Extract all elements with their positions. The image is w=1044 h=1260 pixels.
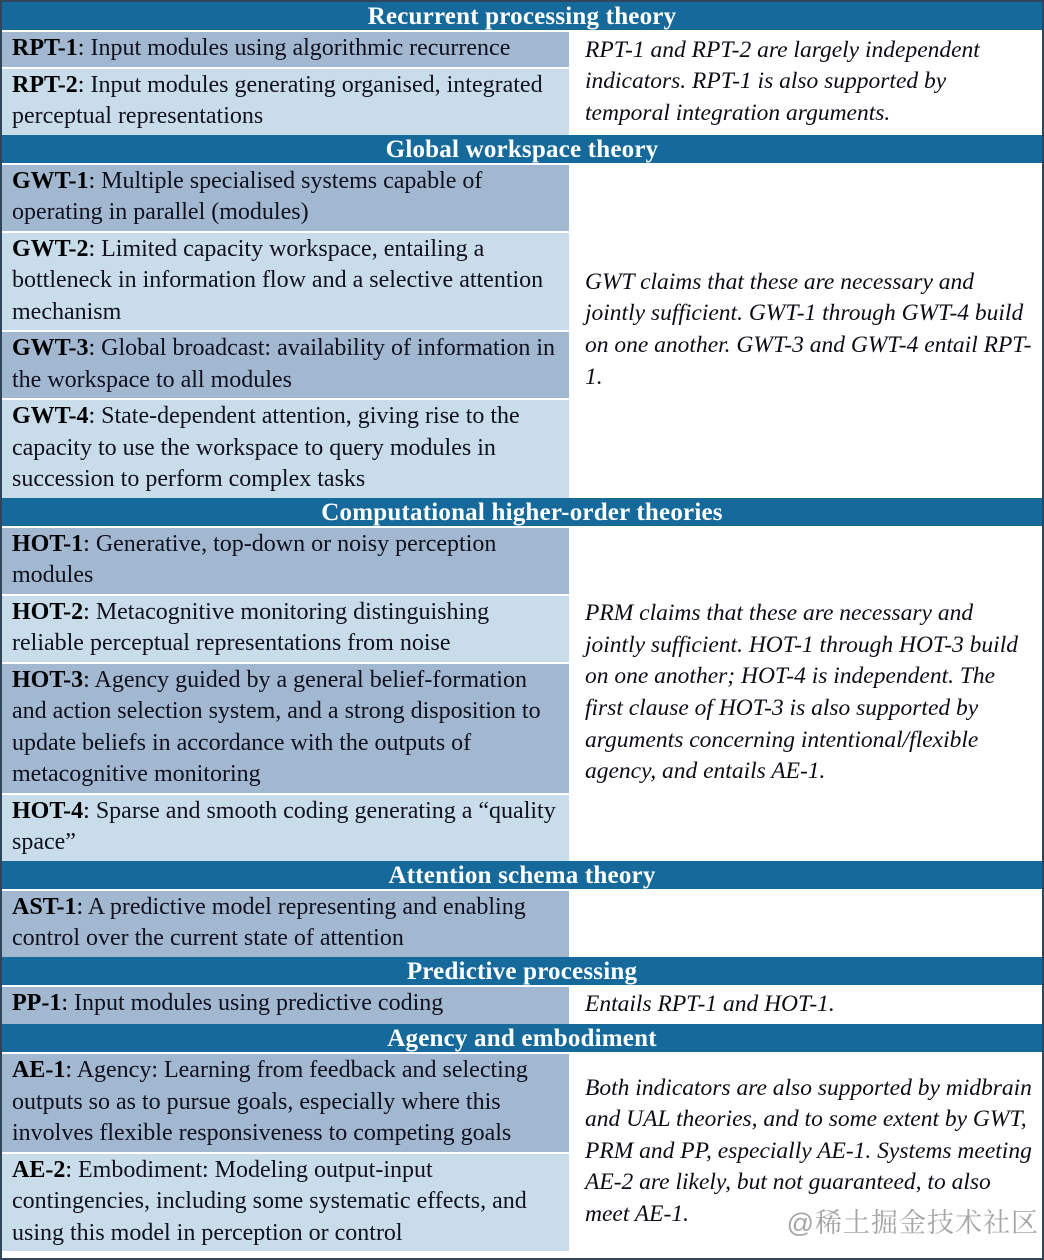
- section-header-rpt: [2, 2, 1042, 32]
- indicator-text: Agency guided by a general belief-formation and action selection system, and a strong disposition to update beliefs in accordance with the outputs of metacognitive monitoring: [12, 666, 541, 787]
- section-title: Predictive processing: [406, 957, 638, 985]
- note-cell-hot: [572, 528, 1042, 861]
- note-cell-rpt: [572, 32, 1042, 135]
- section-hot: [2, 498, 1042, 861]
- note-text: GWT claims that these are necessary and jointly sufficient. GWT-1 through GWT-4 build on one another. GWT-3 and GWT-4 entail RPT-1.: [585, 268, 1032, 390]
- row-gwt-3: [2, 332, 569, 400]
- indicator-text: State-dependent attention, giving rise to the capacity to use the workspace to query modules in succession to perform complex tasks: [12, 403, 520, 492]
- indicator-text: Input modules using predictive coding: [73, 989, 444, 1016]
- note-cell-pp: [572, 987, 1042, 1025]
- indicator-text: Embodiment: Modeling output-input contingencies, including some systematic effects, and using this model in perception or control: [12, 1156, 527, 1246]
- row-ae-2: [2, 1154, 569, 1252]
- indicator-id: GWT-3 :: [12, 335, 101, 361]
- indicator-column: [2, 528, 572, 861]
- indicator-text: Global broadcast: availability of information in the workspace to all modules: [12, 335, 556, 393]
- section-ast: [2, 861, 1042, 957]
- indicator-text: Sparse and smooth coding generating a “quality space”: [12, 797, 556, 855]
- note-text: RPT-1 and RPT-2 are largely independent indicators. RPT-1 is also supported by temporal integration arguments.: [585, 36, 980, 127]
- indicator-id: RPT-2 :: [12, 72, 90, 98]
- indicator-id: HOT-2 :: [12, 599, 96, 625]
- row-hot-1: [2, 528, 569, 596]
- section-title: Computational higher-order theories: [321, 498, 723, 526]
- section-title: Recurrent processing theory: [367, 3, 677, 30]
- row-gwt-4: [2, 400, 569, 498]
- indicator-id: AE-2 :: [12, 1157, 78, 1183]
- note-text: [572, 921, 591, 925]
- indicator-text: Multiple specialised systems capable of operating in parallel (modules): [12, 167, 483, 225]
- note-text: Entails RPT-1 and HOT-1.: [585, 990, 835, 1017]
- indicator-text: Input modules using algorithmic recurrence: [90, 35, 511, 61]
- indicator-column: [2, 165, 572, 498]
- section-header-ae: [2, 1024, 1042, 1054]
- indicator-column: [2, 1054, 572, 1251]
- indicator-text: A predictive model representing and enabling control over the current state of attention: [12, 893, 526, 951]
- row-hot-3: [2, 664, 569, 795]
- row-pp-1: [2, 987, 569, 1025]
- indicator-id: AE-1 :: [12, 1057, 77, 1083]
- indicator-text: Limited capacity workspace, entailing a bottleneck in information flow and a selective attention mechanism: [12, 235, 544, 325]
- indicator-id: HOT-3 :: [12, 667, 94, 693]
- row-gwt-2: [2, 233, 569, 333]
- section-pp: [2, 957, 1042, 1025]
- section-header-hot: [2, 498, 1042, 528]
- note-cell-ae: [572, 1054, 1042, 1251]
- indicator-column: [2, 987, 572, 1025]
- section-header-gwt: [2, 135, 1042, 165]
- note-cell-ast: [572, 891, 1042, 957]
- section-header-ast: [2, 861, 1042, 891]
- section-title: Attention schema theory: [388, 861, 656, 889]
- indicator-id: RPT-1 :: [12, 35, 90, 61]
- section-rpt: [2, 2, 1042, 135]
- row-ae-1: [2, 1054, 569, 1154]
- section-header-pp: [2, 957, 1042, 987]
- section-gwt: [2, 135, 1042, 498]
- watermark: @稀土掘金技术社区: [786, 1208, 1039, 1238]
- indicator-id: PP-1 :: [12, 990, 74, 1016]
- note-text: PRM claims that these are necessary and jointly sufficient. HOT-1 through HOT-3 build on one another; HOT-4 is independent. The first clause of HOT-3 is also supported by arguments concerning intentional/flexible agency, and entails AE-1.: [585, 600, 1018, 785]
- indicator-id: GWT-4 :: [12, 403, 101, 429]
- section-title: Agency and embodiment: [387, 1025, 657, 1053]
- note-cell-gwt: [572, 165, 1042, 498]
- row-hot-2: [2, 596, 569, 664]
- indicator-id: HOT-4 :: [12, 798, 96, 824]
- row-rpt-1: [2, 32, 569, 69]
- indicator-id: AST-1 :: [12, 894, 88, 920]
- indicator-id: HOT-1 :: [12, 531, 96, 557]
- note-text: Both indicators are also supported by midbrain and UAL theories, and to some extent by GWT, PRM and PP, especially AE-1. Systems meeting AE-2 are likely, but not guaranteed, to also meet AE-1.: [585, 1074, 1032, 1227]
- indicator-text: Input modules generating organised, integrated perceptual representations: [12, 71, 543, 129]
- indicator-text: Agency: Learning from feedback and selecting outputs so as to pursue goals, especially where this involves flexible responsiveness to competing goals: [12, 1057, 528, 1147]
- row-hot-4: [2, 795, 569, 861]
- indicator-column: [2, 32, 572, 135]
- row-rpt-2: [2, 69, 569, 135]
- indicator-id: GWT-2 :: [12, 236, 101, 262]
- indicator-text: Generative, top-down or noisy perception modules: [12, 530, 497, 588]
- indicator-column: [2, 891, 572, 957]
- row-ast-1: [2, 891, 569, 957]
- row-gwt-1: [2, 165, 569, 233]
- section-title: Global workspace theory: [385, 135, 659, 163]
- indicator-id: GWT-1 :: [12, 168, 101, 194]
- section-ae: [2, 1024, 1042, 1251]
- indicator-text: Metacognitive monitoring distinguishing reliable perceptual representations from noise: [12, 598, 490, 656]
